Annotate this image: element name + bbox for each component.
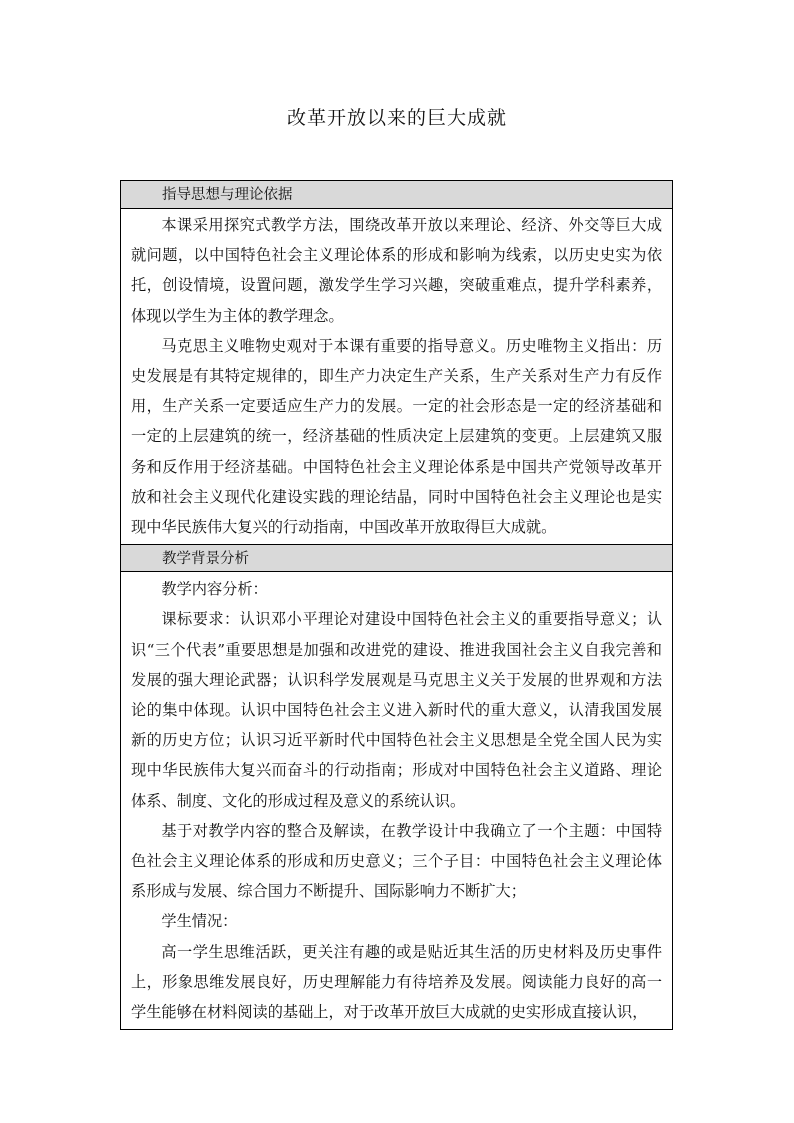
paragraph: 高一学生思维活跃，更关注有趣的或是贴近其生活的历史材料及历史事件上，形象思维发展良好，历史理解能力有待培养及发展。阅读能力良好的高一学生能够在材料阅读的基础上，对于改革开放巨大成就的史实形成直接认识， — [131, 942, 662, 1022]
page-title: 改革开放以来的巨大成就 — [286, 107, 507, 129]
paragraph: 课标要求：认识邓小平理论对建设中国特色社会主义的重要指导意义；认识“三个代表”重要思想是加强和改进党的建设、推进我国社会主义自我完善和发展的强大理论武器；认识科学发展观是马克思主义关于发展的世界观和方法论的集中体现。认识中国特色社会主义进入新时代的重大意义，认清我国发展新的历史方位；认识习近平新时代中国特色社会主义思想是全党全国人民为实现中华民族伟大复兴而奋斗的行动指南；形成对中国特色社会主义道路、理论体系、制度、文化的形成过程及意义的系统认识。 — [131, 610, 662, 810]
section-body-guiding-thought — [121, 209, 672, 544]
paragraph: 教学内容分析： — [161, 580, 268, 599]
content-table — [120, 180, 673, 1030]
paragraph: 马克思主义唯物史观对于本课有重要的指导意义。历史唯物主义指出：历史发展是有其特定规律的，即生产力决定生产关系，生产关系对生产力有反作用，生产关系一定要适应生产力的发展。一定的社会形态是一定的经济基础和一定的上层建筑的统一，经济基础的性质决定上层建筑的变更。上层建筑又服务和反作用于经济基础。中国特色社会主义理论体系是中国共产党领导改革开放和社会主义现代化建设实践的理论结晶，同时中国特色社会主义理论也是实现中华民族伟大复兴的行动指南，中国改革开放取得巨大成就。 — [131, 336, 662, 537]
paragraph: 学生情况： — [161, 912, 238, 931]
paragraph: 本课采用探究式教学方法，围绕改革开放以来理论、经济、外交等巨大成就问题，以中国特色社会主义理论体系的形成和影响为线索，以历史史实为依托，创设情境，设置问题，激发学生学习兴趣，突破重难点，提升学科素养，体现以学生为主体的教学理念。 — [131, 216, 662, 325]
section-header-teaching-background: 教学背景分析 — [121, 544, 672, 572]
section-body-teaching-background — [121, 572, 672, 1029]
section-header-guiding-thought: 指导思想与理论依据 — [121, 181, 672, 209]
paragraph: 基于对教学内容的整合及解读，在教学设计中我确立了一个主题：中国特色社会主义理论体系的形成和历史意义；三个子目：中国特色社会主义理论体系形成与发展、综合国力不断提升、国际影响力不断扩大； — [131, 821, 662, 901]
